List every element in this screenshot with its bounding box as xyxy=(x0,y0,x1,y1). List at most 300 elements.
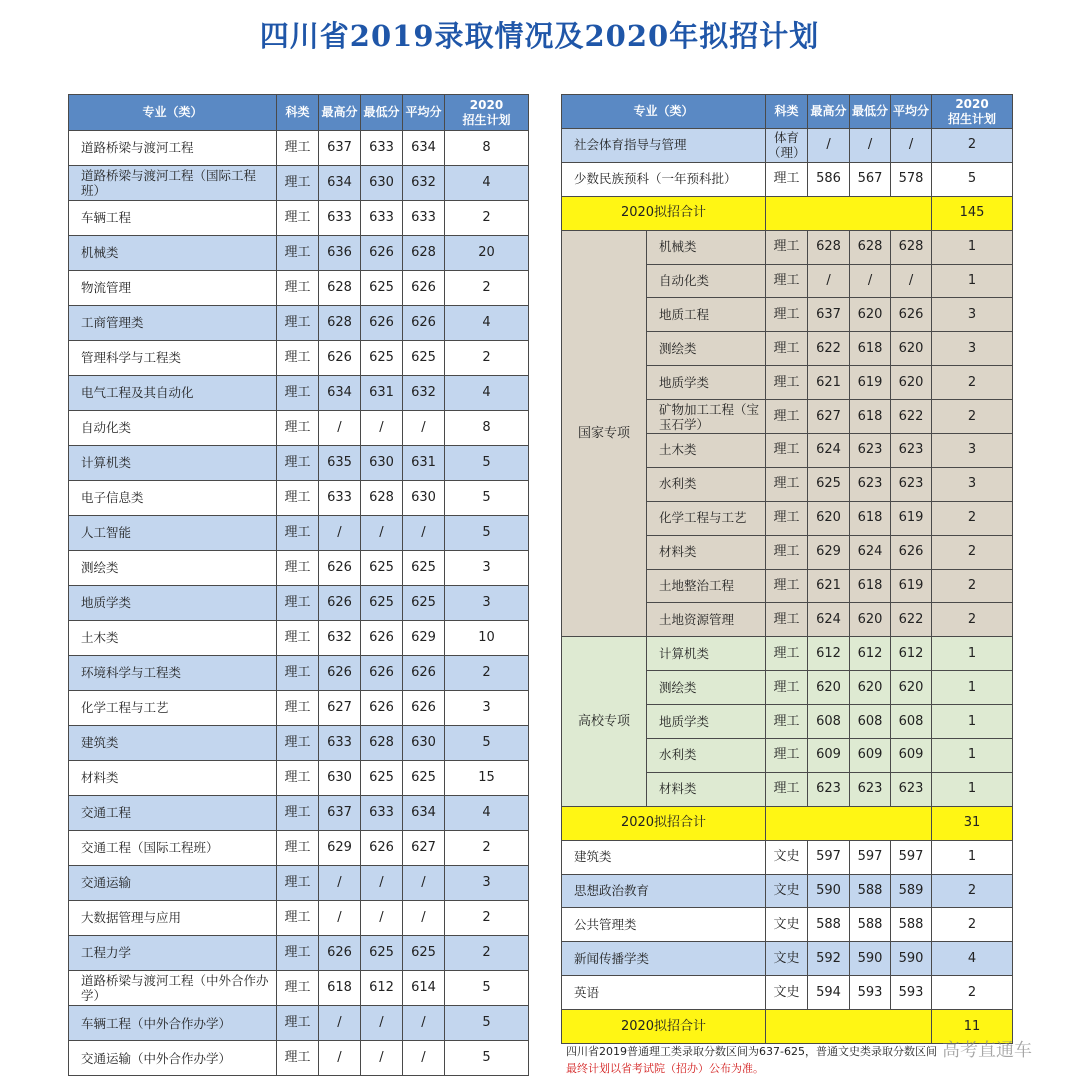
min-score-cell: / xyxy=(850,264,891,298)
subject-cell: 理工 xyxy=(766,569,808,603)
plan-cell: 10 xyxy=(445,621,529,656)
min-score-cell: 608 xyxy=(850,705,891,739)
avg-score-cell: 620 xyxy=(891,332,932,366)
table-row xyxy=(562,129,1013,163)
avg-score-cell: 628 xyxy=(891,230,932,264)
avg-score-cell: 589 xyxy=(891,874,932,908)
major-cell: 矿物加工工程（宝玉石学） xyxy=(647,400,766,434)
subject-cell: 理工 xyxy=(277,831,319,866)
min-score-cell: 625 xyxy=(361,341,403,376)
avg-score-cell: 632 xyxy=(403,376,445,411)
subject-cell: 理工 xyxy=(277,1041,319,1076)
avg-score-cell: / xyxy=(403,1006,445,1041)
avg-score-cell: / xyxy=(403,866,445,901)
major-cell: 建筑类 xyxy=(562,840,766,874)
avg-score-cell: 633 xyxy=(403,201,445,236)
left-admission-table xyxy=(68,94,529,1076)
major-cell: 建筑类 xyxy=(69,726,277,761)
subject-cell: 理工 xyxy=(277,411,319,446)
major-cell: 土地资源管理 xyxy=(647,603,766,637)
min-score-cell: 628 xyxy=(361,481,403,516)
max-score-cell: / xyxy=(319,411,361,446)
major-cell: 机械类 xyxy=(69,236,277,271)
table-row xyxy=(69,656,529,691)
max-score-cell: 626 xyxy=(319,551,361,586)
min-score-cell: 619 xyxy=(850,366,891,400)
plan-cell: 2 xyxy=(932,603,1013,637)
plan-cell: 2 xyxy=(932,400,1013,434)
avg-score-cell: 597 xyxy=(891,840,932,874)
min-score-cell: 623 xyxy=(850,467,891,501)
table-row xyxy=(69,236,529,271)
major-cell: 新闻传播学类 xyxy=(562,942,766,976)
table-row xyxy=(69,166,529,201)
max-score-cell: 620 xyxy=(808,501,850,535)
table-row xyxy=(562,840,1013,874)
table-row xyxy=(69,796,529,831)
major-cell: 测绘类 xyxy=(69,551,277,586)
total-value: 145 xyxy=(932,196,1013,230)
min-score-cell: 625 xyxy=(361,936,403,971)
subject-cell: 理工 xyxy=(277,621,319,656)
min-score-cell: 630 xyxy=(361,166,403,201)
left-table-body xyxy=(69,131,529,1076)
avg-score-cell: 630 xyxy=(403,481,445,516)
max-score-cell: 636 xyxy=(319,236,361,271)
min-score-cell: 633 xyxy=(361,201,403,236)
avg-score-cell: / xyxy=(891,264,932,298)
plan-cell: 4 xyxy=(445,376,529,411)
table-row xyxy=(562,637,1013,671)
avg-score-cell: 626 xyxy=(891,535,932,569)
plan-cell: 2 xyxy=(932,129,1013,163)
plan-cell: 8 xyxy=(445,411,529,446)
major-cell: 化学工程与工艺 xyxy=(647,501,766,535)
major-cell: 管理科学与工程类 xyxy=(69,341,277,376)
subject-cell: 文史 xyxy=(766,976,808,1010)
avg-score-cell: 632 xyxy=(403,166,445,201)
plan-cell: 2 xyxy=(445,271,529,306)
avg-score-cell: 626 xyxy=(403,271,445,306)
plan-cell: 2 xyxy=(932,874,1013,908)
max-score-cell: 628 xyxy=(319,271,361,306)
footnote-final-plan: 最终计划以省考试院（招办）公布为准。 xyxy=(566,1062,764,1075)
major-cell: 自动化类 xyxy=(647,264,766,298)
table-row xyxy=(69,831,529,866)
table-row xyxy=(69,411,529,446)
table-row xyxy=(69,341,529,376)
max-score-cell: 637 xyxy=(319,131,361,166)
max-score-cell: 628 xyxy=(319,306,361,341)
subject-cell: 理工 xyxy=(766,501,808,535)
min-score-cell: 624 xyxy=(850,535,891,569)
subject-cell: 理工 xyxy=(277,271,319,306)
footnote-score-range: 四川省2019普通理工类录取分数区间为637-625，普通文史类录取分数区间 xyxy=(566,1045,937,1058)
plan-cell: 2 xyxy=(445,831,529,866)
subject-cell: 理工 xyxy=(277,236,319,271)
avg-score-cell: 623 xyxy=(891,434,932,468)
subject-cell: 理工 xyxy=(766,671,808,705)
subject-cell: 理工 xyxy=(277,201,319,236)
subject-cell: 理工 xyxy=(277,131,319,166)
major-cell: 少数民族预科（一年预科批） xyxy=(562,162,766,196)
subject-cell: 文史 xyxy=(766,942,808,976)
max-score-cell: 633 xyxy=(319,481,361,516)
min-score-cell: 618 xyxy=(850,501,891,535)
total-label: 2020拟招合计 xyxy=(562,806,766,840)
min-score-cell: 625 xyxy=(361,271,403,306)
plan-cell: 2 xyxy=(932,501,1013,535)
max-score-cell: / xyxy=(319,516,361,551)
major-cell: 水利类 xyxy=(647,739,766,773)
major-cell: 英语 xyxy=(562,976,766,1010)
avg-score-cell: 631 xyxy=(403,446,445,481)
header-row xyxy=(69,95,529,131)
table-row xyxy=(69,446,529,481)
major-cell: 测绘类 xyxy=(647,332,766,366)
plan-cell: 4 xyxy=(445,166,529,201)
plan-cell: 5 xyxy=(445,446,529,481)
min-score-cell: 625 xyxy=(361,551,403,586)
min-score-cell: 626 xyxy=(361,621,403,656)
table-row xyxy=(562,908,1013,942)
table-row xyxy=(69,971,529,1006)
min-score-cell: 618 xyxy=(850,400,891,434)
table-row xyxy=(69,516,529,551)
subject-cell: 理工 xyxy=(766,535,808,569)
subject-cell: 理工 xyxy=(766,162,808,196)
header-row xyxy=(562,95,1013,129)
avg-score-cell: 625 xyxy=(403,761,445,796)
avg-score-cell: 593 xyxy=(891,976,932,1010)
max-score-cell: / xyxy=(319,1041,361,1076)
table-row xyxy=(69,936,529,971)
table-row xyxy=(562,162,1013,196)
max-score-cell: 597 xyxy=(808,840,850,874)
avg-score-cell: 614 xyxy=(403,971,445,1006)
max-score-cell: 624 xyxy=(808,603,850,637)
table-row xyxy=(562,942,1013,976)
plan-cell: 5 xyxy=(445,726,529,761)
table-row xyxy=(69,761,529,796)
avg-score-cell: 626 xyxy=(891,298,932,332)
min-score-cell: 623 xyxy=(850,772,891,806)
min-score-cell: 620 xyxy=(850,671,891,705)
avg-score-cell: 634 xyxy=(403,131,445,166)
table-row xyxy=(69,1041,529,1076)
max-score-cell: 621 xyxy=(808,366,850,400)
subject-cell: 文史 xyxy=(766,840,808,874)
plan-cell: 2 xyxy=(932,569,1013,603)
avg-score-cell: / xyxy=(403,516,445,551)
major-cell: 公共管理类 xyxy=(562,908,766,942)
table-row xyxy=(69,306,529,341)
min-score-cell: 588 xyxy=(850,908,891,942)
table-row xyxy=(69,866,529,901)
header-max: 最高分 xyxy=(808,95,850,129)
avg-score-cell: 612 xyxy=(891,637,932,671)
major-cell: 地质学类 xyxy=(647,366,766,400)
avg-score-cell: / xyxy=(403,411,445,446)
major-cell: 工程力学 xyxy=(69,936,277,971)
plan-cell: 3 xyxy=(445,866,529,901)
plan-cell: 8 xyxy=(445,131,529,166)
major-cell: 人工智能 xyxy=(69,516,277,551)
table-row xyxy=(69,901,529,936)
min-score-cell: 628 xyxy=(361,726,403,761)
total-label: 2020拟招合计 xyxy=(562,1010,766,1044)
table-row xyxy=(562,874,1013,908)
min-score-cell: 628 xyxy=(850,230,891,264)
min-score-cell: 626 xyxy=(361,831,403,866)
header-major: 专业（类） xyxy=(69,95,277,131)
min-score-cell: 625 xyxy=(361,761,403,796)
avg-score-cell: 620 xyxy=(891,671,932,705)
max-score-cell: 629 xyxy=(319,831,361,866)
major-cell: 道路桥梁与渡河工程 xyxy=(69,131,277,166)
major-cell: 化学工程与工艺 xyxy=(69,691,277,726)
header-major: 专业（类） xyxy=(562,95,766,129)
table-row xyxy=(69,201,529,236)
subject-cell: 理工 xyxy=(766,705,808,739)
max-score-cell: 625 xyxy=(808,467,850,501)
max-score-cell: / xyxy=(319,866,361,901)
avg-score-cell: 625 xyxy=(403,341,445,376)
total-row xyxy=(562,806,1013,840)
avg-score-cell: 626 xyxy=(403,656,445,691)
max-score-cell: 633 xyxy=(319,726,361,761)
subject-cell: 理工 xyxy=(277,656,319,691)
min-score-cell: 620 xyxy=(850,603,891,637)
subject-cell: 理工 xyxy=(277,691,319,726)
min-score-cell: 612 xyxy=(850,637,891,671)
subject-cell: 理工 xyxy=(277,376,319,411)
subject-cell: 理工 xyxy=(766,772,808,806)
min-score-cell: 630 xyxy=(361,446,403,481)
subject-cell: 理工 xyxy=(277,761,319,796)
subject-cell: 理工 xyxy=(766,637,808,671)
subject-cell: 理工 xyxy=(766,467,808,501)
table-row xyxy=(69,586,529,621)
major-cell: 道路桥梁与渡河工程（中外合作办学） xyxy=(69,971,277,1006)
plan-cell: 1 xyxy=(932,705,1013,739)
max-score-cell: 635 xyxy=(319,446,361,481)
subject-cell: 理工 xyxy=(277,551,319,586)
major-cell: 思想政治教育 xyxy=(562,874,766,908)
min-score-cell: / xyxy=(361,1041,403,1076)
major-cell: 土地整治工程 xyxy=(647,569,766,603)
plan-cell: 3 xyxy=(932,332,1013,366)
subject-cell: 理工 xyxy=(277,306,319,341)
avg-score-cell: / xyxy=(891,129,932,163)
plan-cell: 5 xyxy=(932,162,1013,196)
plan-cell: 2 xyxy=(445,201,529,236)
header-min: 最低分 xyxy=(361,95,403,131)
max-score-cell: 608 xyxy=(808,705,850,739)
max-score-cell: 620 xyxy=(808,671,850,705)
header-subject: 科类 xyxy=(277,95,319,131)
major-cell: 材料类 xyxy=(647,772,766,806)
max-score-cell: 622 xyxy=(808,332,850,366)
min-score-cell: 590 xyxy=(850,942,891,976)
max-score-cell: 629 xyxy=(808,535,850,569)
min-score-cell: 597 xyxy=(850,840,891,874)
plan-cell: 5 xyxy=(445,1006,529,1041)
college-special-group: 高校专项 xyxy=(562,637,647,806)
max-score-cell: 594 xyxy=(808,976,850,1010)
table-row xyxy=(562,230,1013,264)
plan-cell: 1 xyxy=(932,230,1013,264)
subject-cell: 理工 xyxy=(277,726,319,761)
subject-cell: 文史 xyxy=(766,908,808,942)
max-score-cell: 588 xyxy=(808,908,850,942)
plan-cell: 2 xyxy=(445,936,529,971)
max-score-cell: 637 xyxy=(808,298,850,332)
plan-cell: 2 xyxy=(445,901,529,936)
avg-score-cell: 622 xyxy=(891,603,932,637)
avg-score-cell: 625 xyxy=(403,551,445,586)
subject-cell: 理工 xyxy=(766,366,808,400)
subject-cell: 理工 xyxy=(277,516,319,551)
avg-score-cell: 590 xyxy=(891,942,932,976)
major-cell: 材料类 xyxy=(647,535,766,569)
plan-cell: 1 xyxy=(932,840,1013,874)
total-value: 31 xyxy=(932,806,1013,840)
table-row xyxy=(69,551,529,586)
min-score-cell: 618 xyxy=(850,569,891,603)
total-row xyxy=(562,196,1013,230)
plan-cell: 5 xyxy=(445,481,529,516)
major-cell: 计算机类 xyxy=(69,446,277,481)
avg-score-cell: 619 xyxy=(891,569,932,603)
max-score-cell: 633 xyxy=(319,201,361,236)
min-score-cell: / xyxy=(361,901,403,936)
major-cell: 工商管理类 xyxy=(69,306,277,341)
subject-cell: 理工 xyxy=(277,1006,319,1041)
plan-cell: 5 xyxy=(445,516,529,551)
major-cell: 大数据管理与应用 xyxy=(69,901,277,936)
plan-cell: 3 xyxy=(445,691,529,726)
min-score-cell: 626 xyxy=(361,306,403,341)
plan-cell: 2 xyxy=(932,535,1013,569)
major-cell: 材料类 xyxy=(69,761,277,796)
header-plan-year: 2020 xyxy=(955,96,989,111)
total-blank xyxy=(766,196,932,230)
avg-score-cell: 588 xyxy=(891,908,932,942)
total-blank xyxy=(766,1010,932,1044)
national-special-group: 国家专项 xyxy=(562,230,647,637)
min-score-cell: 625 xyxy=(361,586,403,621)
subject-cell: 理工 xyxy=(766,298,808,332)
max-score-cell: / xyxy=(808,264,850,298)
right-table-body xyxy=(562,129,1013,1044)
table-row xyxy=(69,271,529,306)
major-cell: 土木类 xyxy=(69,621,277,656)
min-score-cell: 633 xyxy=(361,796,403,831)
avg-score-cell: 626 xyxy=(403,691,445,726)
major-cell: 计算机类 xyxy=(647,637,766,671)
max-score-cell: 628 xyxy=(808,230,850,264)
plan-cell: 4 xyxy=(445,796,529,831)
max-score-cell: 586 xyxy=(808,162,850,196)
min-score-cell: / xyxy=(850,129,891,163)
min-score-cell: 623 xyxy=(850,434,891,468)
plan-cell: 1 xyxy=(932,739,1013,773)
table-row xyxy=(69,131,529,166)
plan-cell: 2 xyxy=(445,656,529,691)
header-avg: 平均分 xyxy=(891,95,932,129)
table-row xyxy=(69,726,529,761)
subject-cell: 理工 xyxy=(766,603,808,637)
min-score-cell: 626 xyxy=(361,236,403,271)
avg-score-cell: / xyxy=(403,1041,445,1076)
header-min: 最低分 xyxy=(850,95,891,129)
major-cell: 环境科学与工程类 xyxy=(69,656,277,691)
max-score-cell: 634 xyxy=(319,376,361,411)
max-score-cell: 623 xyxy=(808,772,850,806)
min-score-cell: 588 xyxy=(850,874,891,908)
avg-score-cell: 619 xyxy=(891,501,932,535)
max-score-cell: 609 xyxy=(808,739,850,773)
major-cell: 测绘类 xyxy=(647,671,766,705)
plan-cell: 1 xyxy=(932,772,1013,806)
major-cell: 水利类 xyxy=(647,467,766,501)
plan-cell: 3 xyxy=(932,467,1013,501)
min-score-cell: 626 xyxy=(361,656,403,691)
max-score-cell: 627 xyxy=(319,691,361,726)
plan-cell: 5 xyxy=(445,1041,529,1076)
table-row xyxy=(69,481,529,516)
major-cell: 地质学类 xyxy=(647,705,766,739)
max-score-cell: / xyxy=(319,1006,361,1041)
avg-score-cell: 623 xyxy=(891,467,932,501)
plan-cell: 3 xyxy=(445,551,529,586)
min-score-cell: 626 xyxy=(361,691,403,726)
major-cell: 交通工程 xyxy=(69,796,277,831)
page-title: 四川省2019录取情况及2020年拟招计划 xyxy=(259,19,820,53)
max-score-cell: 637 xyxy=(319,796,361,831)
total-label: 2020拟招合计 xyxy=(562,196,766,230)
avg-score-cell: 629 xyxy=(403,621,445,656)
min-score-cell: 593 xyxy=(850,976,891,1010)
plan-cell: 4 xyxy=(445,306,529,341)
avg-score-cell: 609 xyxy=(891,739,932,773)
plan-cell: 1 xyxy=(932,264,1013,298)
subject-cell: 理工 xyxy=(766,434,808,468)
subject-cell: 理工 xyxy=(277,446,319,481)
min-score-cell: 633 xyxy=(361,131,403,166)
subject-cell: 理工 xyxy=(277,866,319,901)
subject-cell: 体育（理） xyxy=(766,129,808,163)
watermark: 高考直通车 xyxy=(942,1040,1032,1061)
min-score-cell: / xyxy=(361,516,403,551)
min-score-cell: 612 xyxy=(361,971,403,1006)
subject-cell: 理工 xyxy=(766,230,808,264)
max-score-cell: 618 xyxy=(319,971,361,1006)
plan-cell: 3 xyxy=(932,434,1013,468)
max-score-cell: 632 xyxy=(319,621,361,656)
max-score-cell: 634 xyxy=(319,166,361,201)
plan-cell: 2 xyxy=(445,341,529,376)
avg-score-cell: 625 xyxy=(403,586,445,621)
major-cell: 地质工程 xyxy=(647,298,766,332)
subject-cell: 理工 xyxy=(277,481,319,516)
max-score-cell: 612 xyxy=(808,637,850,671)
total-value: 11 xyxy=(932,1010,1013,1044)
right-admission-table xyxy=(561,94,1013,1044)
major-cell: 自动化类 xyxy=(69,411,277,446)
subject-cell: 理工 xyxy=(277,901,319,936)
